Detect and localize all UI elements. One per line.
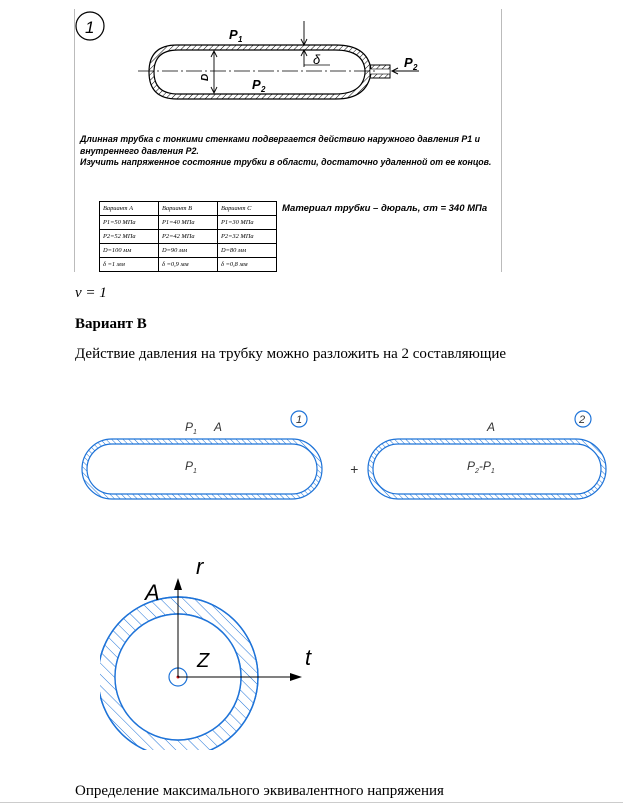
tube-drawing [74,9,502,139]
left-number: 1 [296,414,303,426]
label-d: D [200,73,211,81]
table-row [100,216,277,230]
table-header-row [100,202,277,216]
table-row [100,258,277,272]
left-top-a: A [214,420,223,434]
label-p2-inner: P [252,77,261,92]
table-cell: Вариант A [100,202,159,216]
problem-line-2: внутреннего давления P2. [80,145,199,156]
variants-table [99,201,277,272]
bottom-text: Определение максимального эквивалентного напряжения [75,783,444,799]
plus-sign: + [350,461,359,477]
decomposition-text: Действие давления на трубку можно разложить на 2 составляющие [75,346,507,362]
table-cell: P2=52 МПа [100,230,159,244]
table-cell: D=100 мм [100,244,159,258]
table-cell: Вариант C [218,202,277,216]
problem-line-3: Изучить напряженное состояние трубки в области, достаточно удаленной от ее концов. [80,157,492,167]
nu-line: ν = 1 [75,285,107,301]
table-cell: δ =0,8 мм [218,258,277,272]
cross-section-diagram [100,550,330,750]
right-inner-label: $P_2-P_1$ [467,459,495,475]
decomposition-diagram [80,408,620,503]
svg-text:2: 2 [261,85,266,94]
t-axis-arrow [290,673,302,681]
material-label: Материал трубки – дюраль, σт = 340 МПа [282,203,488,214]
table-cell: D=90 мм [159,244,218,258]
label-r: r [196,554,204,579]
variant-title: Вариант В [75,316,147,332]
problem-number: 1 [85,18,95,37]
left-inner-p: P [185,459,194,473]
left-capsule [82,439,322,499]
table-cell: δ =1 мм [100,258,159,272]
label-p1-sub: 1 [238,35,243,44]
table-row [100,230,277,244]
label-a: A [145,580,160,605]
table-cell: P1=40 МПа [159,216,218,230]
table-cell: D=80 мм [218,244,277,258]
right-number: 2 [579,414,586,426]
label-p2-right: P [404,55,413,70]
svg-text:2: 2 [413,63,418,72]
label-delta: δ [313,52,321,67]
problem-statement [80,134,500,169]
table-cell: P2=32 МПа [218,230,277,244]
table-cell: P1=50 МПа [100,216,159,230]
label-p1: P [229,27,238,42]
label-t: t [305,645,312,670]
svg-text:1: 1 [193,429,197,436]
table-cell: δ =0,9 мм [159,258,218,272]
table-cell: P1=30 МПа [218,216,277,230]
r-axis-arrow [174,578,182,590]
table-cell: Вариант B [159,202,218,216]
problem-line-1: Длинная трубка с тонкими стенками подвергается действию наружного давления P1 и [80,134,481,144]
label-z: Z [197,650,210,672]
page-divider [0,802,623,803]
left-top-p: P [185,420,194,434]
svg-text:1: 1 [193,468,197,475]
right-top-a: A [487,420,496,434]
table-row [100,244,277,258]
table-cell: P2=42 МПа [159,230,218,244]
